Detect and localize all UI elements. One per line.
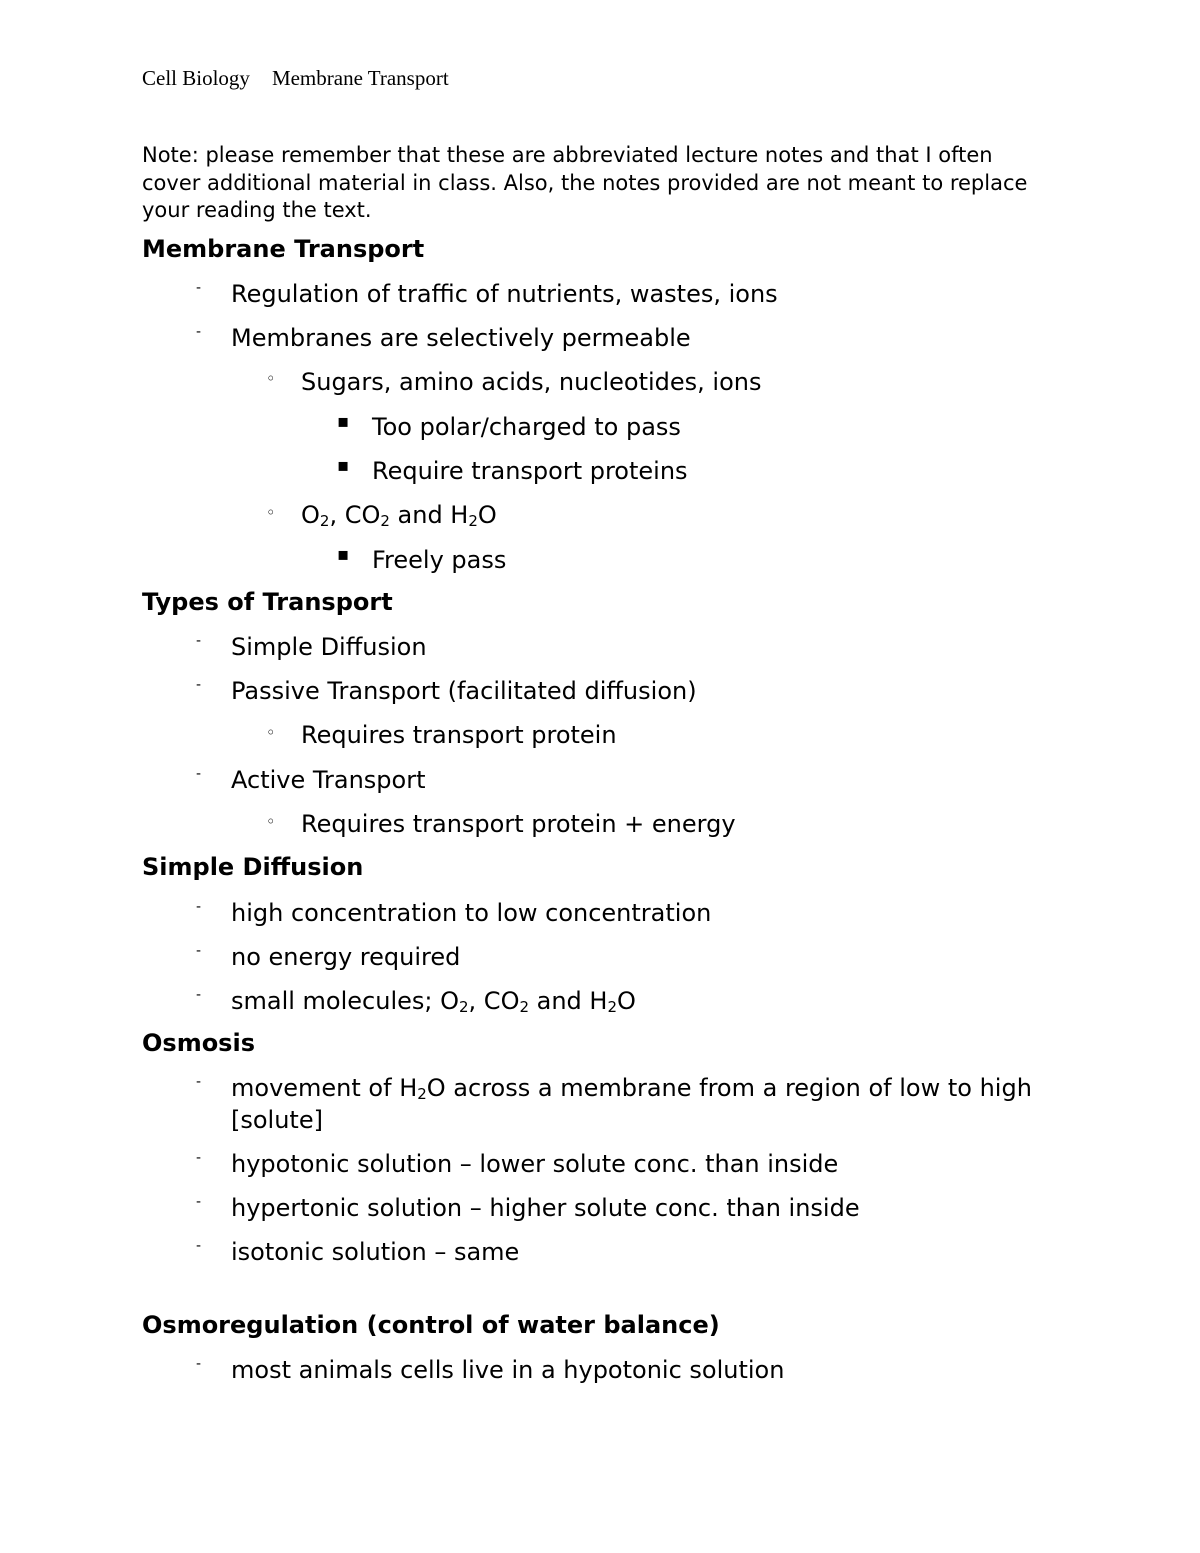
section-title-simple-diffusion: Simple Diffusion	[142, 853, 364, 881]
list-item: Freely pass	[372, 546, 507, 574]
circle-bullet: ◦	[266, 503, 276, 522]
list-item: hypertonic solution – higher solute conc. than inside	[231, 1194, 860, 1222]
dash-bullet: -	[196, 324, 202, 340]
list-item: high concentration to low concentration	[231, 899, 712, 927]
list-item: Passive Transport (facilitated diffusion)	[231, 677, 697, 705]
dash-bullet: -	[196, 1074, 202, 1090]
list-item: Simple Diffusion	[231, 633, 427, 661]
square-bullet: ▪	[337, 455, 350, 476]
dash-bullet: -	[196, 1150, 202, 1166]
dash-bullet: -	[196, 766, 202, 782]
list-item: $O_2$, $CO_2$ and $H_2O$	[301, 501, 497, 530]
dash-bullet: -	[196, 943, 202, 959]
list-item: Membranes are selectively permeable	[231, 324, 691, 352]
page-header	[142, 66, 449, 91]
section-title-osmosis: Osmosis	[142, 1029, 255, 1057]
list-item: Too polar/charged to pass	[372, 413, 681, 441]
circle-bullet: ◦	[266, 369, 276, 388]
list-item: Regulation of traffic of nutrients, wastes, ions	[231, 280, 778, 308]
list-item: Require transport proteins	[372, 457, 688, 485]
dash-bullet: -	[196, 987, 202, 1003]
dash-bullet: -	[196, 899, 202, 915]
section-title-osmoregulation: Osmoregulation (control of water balance)	[142, 1311, 720, 1339]
circle-bullet: ◦	[266, 812, 276, 831]
list-item: Requires transport protein + energy	[301, 810, 736, 838]
list-item: Requires transport protein	[301, 721, 617, 749]
course-name: Cell Biology	[142, 66, 250, 90]
note-paragraph: Note: please remember that these are abbreviated lecture notes and that I often cover additional material in class. Also, the notes provided are not meant to replace your reading the text.	[142, 143, 1028, 222]
list-item: small molecules; $O_2$, $CO_2$ and $H_2O$	[231, 987, 636, 1016]
section-title-membrane-transport: Membrane Transport	[142, 235, 425, 263]
square-bullet: ▪	[337, 544, 350, 565]
list-item: hypotonic solution – lower solute conc. than inside	[231, 1150, 839, 1178]
list-item: Sugars, amino acids, nucleotides, ions	[301, 368, 762, 396]
topic-name: Membrane Transport	[271, 66, 449, 90]
square-bullet: ▪	[337, 411, 350, 432]
dash-bullet: -	[196, 1356, 202, 1372]
dash-bullet: -	[196, 677, 202, 693]
list-item: most animals cells live in a hypotonic solution	[231, 1356, 785, 1384]
list-item: Active Transport	[231, 766, 426, 794]
list-item: movement of $H_2O$ across a membrane from a region of low to high [solute]	[231, 1074, 1032, 1134]
list-item: isotonic solution – same	[231, 1238, 520, 1266]
dash-bullet: -	[196, 633, 202, 649]
circle-bullet: ◦	[266, 723, 276, 742]
list-item: no energy required	[231, 943, 461, 971]
dash-bullet: -	[196, 1238, 202, 1254]
dash-bullet: -	[196, 1194, 202, 1210]
dash-bullet: -	[196, 280, 202, 296]
section-title-types: Types of Transport	[142, 588, 393, 616]
